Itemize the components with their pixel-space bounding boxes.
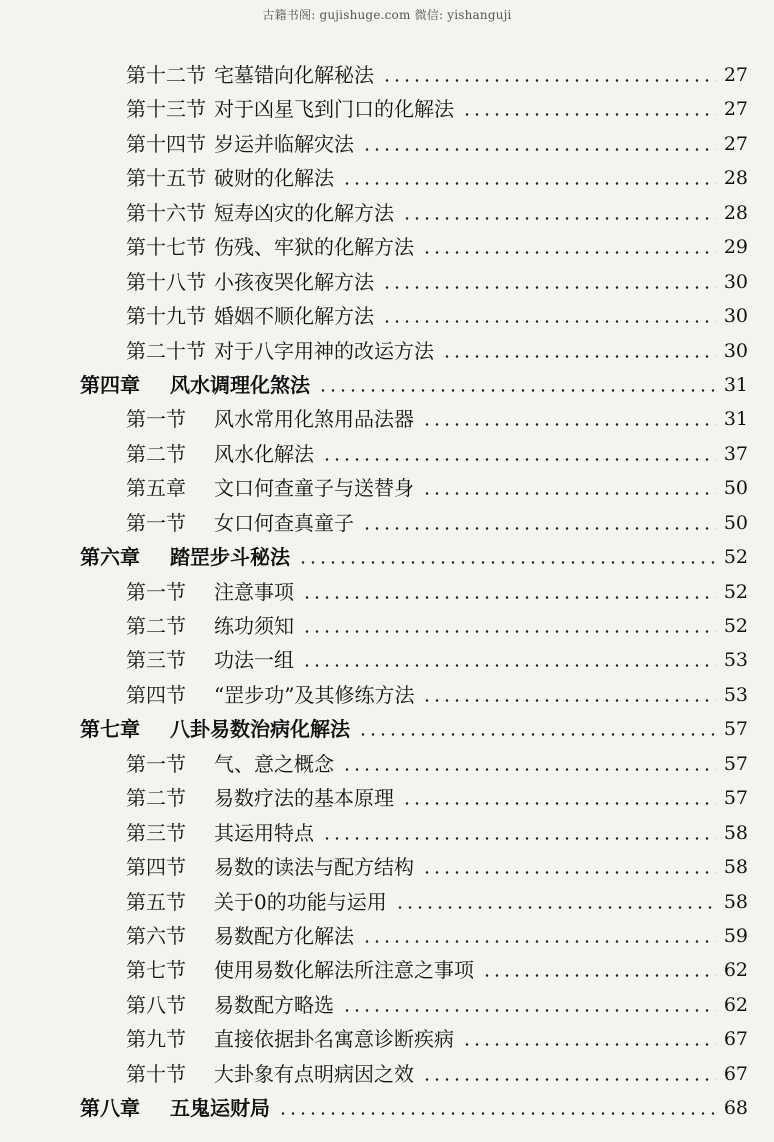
dot-leader	[442, 355, 716, 358]
dot-leader	[362, 148, 716, 151]
toc-page-number: 27	[723, 64, 748, 86]
toc-entry-number: 第二节	[126, 786, 186, 811]
toc-entry-number: 第八节	[126, 992, 186, 1017]
toc-entry-title: 功法一组	[214, 648, 294, 673]
dot-leader	[395, 906, 716, 909]
toc-entry-number: 第七节	[126, 958, 186, 983]
toc-section-row	[0, 1057, 774, 1091]
dot-leader	[402, 217, 716, 220]
toc-entry-title: 婚姻不顺化解方法	[214, 304, 374, 329]
dot-leader	[342, 768, 716, 771]
dot-leader	[278, 1112, 716, 1115]
toc-entry-title: 八卦易数治病化解法	[170, 717, 350, 742]
toc-entry-title: 宅墓错向化解秘法	[214, 63, 374, 87]
toc-section-row	[0, 334, 774, 368]
toc-entry-title: 五鬼运财局	[170, 1096, 270, 1121]
dot-leader	[422, 492, 716, 495]
toc-section-row	[0, 1022, 774, 1056]
toc-section-row	[0, 816, 774, 850]
toc-entry-number: 第十七节	[126, 235, 206, 260]
toc-section-row	[0, 196, 774, 230]
toc-entry-number: 第十五节	[126, 166, 206, 191]
toc-section-row	[0, 885, 774, 919]
table-of-contents	[0, 58, 774, 1126]
toc-page-number: 50	[723, 477, 748, 500]
toc-entry-title: 小孩夜哭化解方法	[214, 269, 374, 294]
dot-leader	[298, 561, 716, 564]
dot-leader	[362, 940, 716, 943]
toc-entry-title: 伤残、牢狱的化解方法	[214, 235, 414, 260]
dot-leader	[302, 664, 716, 667]
toc-page-number: 53	[723, 683, 748, 706]
watermark-header: 古籍书阁: gujishuge.com 微信: yishanguji	[262, 8, 512, 22]
toc-entry-title: 气、意之概念	[214, 751, 334, 776]
toc-entry-number: 第十八节	[126, 269, 206, 294]
dot-leader	[382, 320, 716, 323]
toc-entry-number: 第一节	[126, 579, 186, 604]
dot-leader	[422, 251, 716, 254]
dot-leader	[382, 286, 716, 289]
toc-entry-title: “罡步功”及其修练方法	[214, 682, 415, 707]
dot-leader	[302, 630, 716, 633]
toc-entry-title: 风水化解法	[214, 441, 314, 466]
toc-page-number: 57	[723, 787, 748, 810]
toc-section-row	[0, 988, 774, 1022]
toc-page-number: 52	[723, 546, 748, 569]
toc-entry-title: 关于0的功能与运用	[214, 889, 387, 914]
toc-chapter-row	[0, 540, 774, 574]
toc-section-row	[0, 575, 774, 609]
toc-page-number: 37	[723, 442, 748, 465]
toc-section-row	[0, 781, 774, 815]
toc-page-number: 28	[723, 167, 748, 190]
toc-section-row	[0, 678, 774, 712]
toc-section-row	[0, 299, 774, 333]
toc-page-number: 27	[723, 98, 748, 121]
toc-entry-title: 注意事项	[214, 579, 294, 604]
toc-entry-title: 直接依据卦名寓意诊断疾病	[214, 1027, 454, 1052]
dot-leader	[342, 182, 716, 185]
toc-page-number: 68	[723, 1097, 748, 1120]
dot-leader	[462, 113, 716, 116]
toc-page-number: 58	[723, 856, 748, 879]
toc-page-number: 50	[723, 511, 748, 534]
dot-leader	[422, 699, 716, 702]
dot-leader	[382, 79, 716, 82]
toc-page-number: 28	[723, 201, 748, 224]
toc-page-number: 58	[723, 890, 748, 913]
toc-page-number: 57	[723, 752, 748, 775]
toc-entry-number: 第六节	[126, 923, 186, 948]
toc-entry-title: 易数的读法与配方结构	[214, 855, 414, 880]
dot-leader	[342, 1009, 716, 1012]
toc-entry-number: 第三节	[126, 648, 186, 673]
toc-page-number: 59	[723, 924, 748, 947]
dot-leader	[462, 1043, 716, 1046]
toc-entry-title: 岁运并临解灾法	[214, 131, 354, 156]
toc-entry-number: 第二节	[126, 614, 186, 638]
toc-entry-title: 对于凶星飞到门口的化解法	[214, 97, 454, 122]
toc-page-number: 30	[723, 305, 748, 328]
toc-section-row	[0, 609, 774, 643]
toc-page-number: 57	[723, 718, 748, 741]
toc-entry-title: 其运用特点	[214, 820, 314, 845]
toc-entry-title: 风水常用化煞用品法器	[214, 407, 414, 432]
dot-leader	[402, 802, 716, 805]
toc-page-number: 67	[723, 1028, 748, 1051]
toc-page-number: 27	[723, 132, 748, 155]
toc-section-row	[0, 747, 774, 781]
toc-section-row	[0, 58, 774, 92]
toc-page-number: 53	[723, 649, 748, 672]
toc-entry-number: 第十三节	[126, 97, 206, 122]
toc-section-row	[0, 471, 774, 505]
toc-entry-title: 短寿凶灾的化解方法	[214, 200, 394, 225]
toc-entry-number: 第十节	[126, 1061, 186, 1086]
toc-entry-title: 使用易数化解法所注意之事项	[214, 958, 474, 983]
toc-entry-title: 练功须知	[214, 614, 294, 638]
toc-entry-number: 第一节	[126, 751, 186, 776]
toc-entry-title: 大卦象有点明病因之效	[214, 1061, 414, 1086]
toc-page-number: 52	[723, 580, 748, 603]
toc-section-row	[0, 161, 774, 195]
dot-leader	[482, 974, 716, 977]
dot-leader	[302, 596, 716, 599]
toc-entry-number: 第七章	[80, 717, 140, 742]
dot-leader	[318, 389, 716, 392]
toc-entry-number: 第十九节	[126, 304, 206, 329]
toc-chapter-row	[0, 712, 774, 746]
dot-leader	[322, 458, 716, 461]
toc-entry-number: 第二十节	[126, 338, 206, 363]
toc-page-number: 29	[723, 236, 748, 259]
toc-entry-title: 对于八字用神的改运方法	[214, 338, 434, 363]
toc-section-row	[0, 953, 774, 987]
toc-entry-number: 第十六节	[126, 200, 206, 225]
toc-section-row	[0, 506, 774, 540]
toc-page-number: 58	[723, 821, 748, 844]
toc-section-row	[0, 127, 774, 161]
toc-section-row	[0, 92, 774, 126]
toc-entry-title: 文口何查童子与送替身	[214, 476, 414, 501]
toc-section-row	[0, 643, 774, 677]
toc-page-number: 30	[723, 270, 748, 293]
toc-entry-number: 第四节	[126, 682, 186, 707]
dot-leader	[422, 423, 716, 426]
toc-entry-number: 第一节	[126, 407, 186, 432]
dot-leader	[358, 733, 716, 736]
toc-entry-number: 第三节	[126, 820, 186, 845]
toc-page-number: 67	[723, 1062, 748, 1085]
toc-entry-title: 踏罡步斗秘法	[170, 545, 290, 570]
toc-entry-title: 破财的化解法	[214, 166, 334, 191]
toc-entry-number: 第四节	[126, 855, 186, 880]
toc-chapter-row	[0, 368, 774, 402]
toc-page-number: 62	[723, 993, 748, 1016]
toc-page-number: 52	[723, 615, 748, 637]
toc-entry-title: 易数疗法的基本原理	[214, 786, 394, 811]
dot-leader	[362, 527, 716, 530]
toc-page-number: 31	[723, 373, 748, 396]
toc-entry-number: 第二节	[126, 441, 186, 466]
dot-leader	[422, 1078, 716, 1081]
toc-entry-number: 第五节	[126, 889, 186, 914]
dot-leader	[422, 871, 716, 874]
toc-section-row	[0, 850, 774, 884]
toc-entry-number: 第五章	[126, 476, 186, 501]
toc-entry-number: 第一节	[126, 510, 186, 535]
toc-chapter-row	[0, 1091, 774, 1125]
toc-page-number: 62	[723, 959, 748, 982]
toc-entry-title: 易数配方略选	[214, 992, 334, 1017]
toc-section-row	[0, 265, 774, 299]
toc-entry-number: 第四章	[80, 372, 140, 397]
dot-leader	[322, 837, 716, 840]
toc-entry-title: 女口何查真童子	[214, 510, 354, 535]
toc-section-row	[0, 437, 774, 471]
toc-entry-title: 易数配方化解法	[214, 923, 354, 948]
toc-page-number: 30	[723, 339, 748, 362]
toc-entry-number: 第八章	[80, 1096, 140, 1121]
toc-entry-title: 风水调理化煞法	[170, 372, 310, 397]
toc-page-number: 31	[723, 408, 748, 431]
toc-section-row	[0, 230, 774, 264]
toc-section-row	[0, 402, 774, 436]
toc-entry-number: 第九节	[126, 1027, 186, 1052]
toc-section-row	[0, 919, 774, 953]
toc-entry-number: 第十四节	[126, 131, 206, 156]
toc-entry-number: 第十二节	[126, 63, 206, 87]
toc-entry-number: 第六章	[80, 545, 140, 570]
